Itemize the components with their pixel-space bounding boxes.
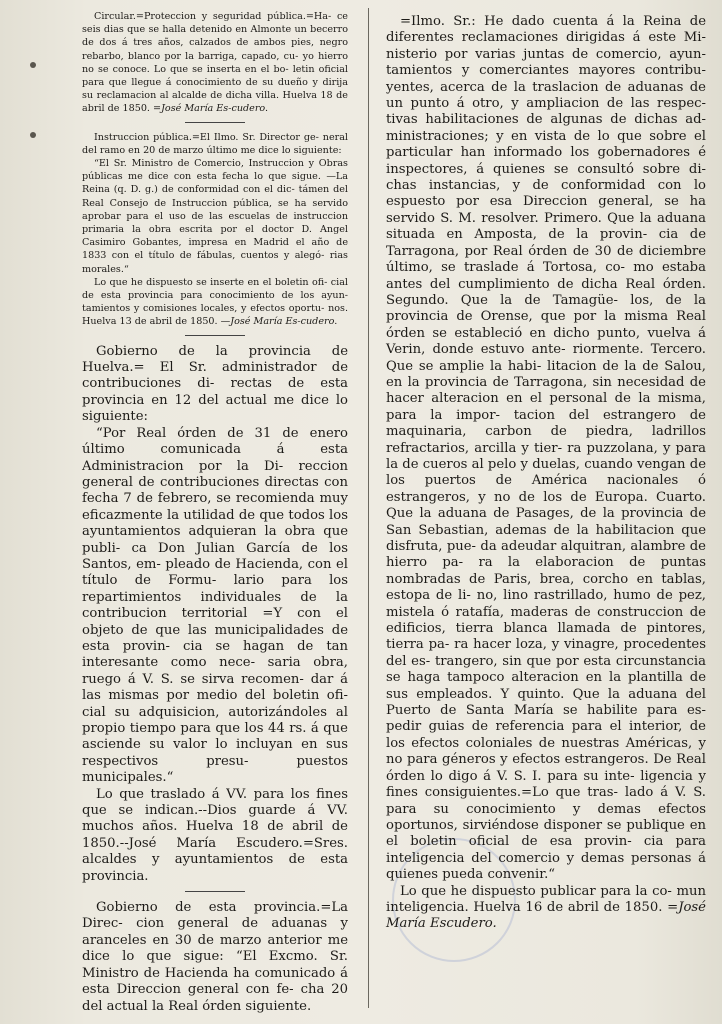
text-line: personas á quienes pueda convenir.“ xyxy=(386,850,706,883)
text-line: =Ilmo. Sr.: He dado cuenta á la Reina de xyxy=(400,14,706,29)
text-line: de piedra, ladrillos refractarios, arcilla y tier- xyxy=(386,424,706,456)
text-line: de que las municipalidades de esta provin- xyxy=(82,622,348,654)
text-line: cia para inteligencia del comercio y demas xyxy=(386,834,706,866)
text-line: tamientos y comisiones locales, y efectos oportu- xyxy=(82,303,329,315)
text-line: cha 20 del actual la Real órden siguiente. xyxy=(82,982,349,1014)
text-line: puestos municipales.“ xyxy=(82,753,348,786)
text-line: valor lo incluyan en sus respectivos presu- xyxy=(82,737,349,769)
gobierno-close xyxy=(82,787,348,885)
text-line: cion general de aduanas y aranceles en 30 xyxy=(82,916,348,948)
text-line: yo hierro no se conoce. Lo que se inserta en el bo- xyxy=(82,50,348,75)
text-line: lado á V. S. para su conocimiento y demas xyxy=(386,785,706,817)
text-line: dice lo siguiente: xyxy=(82,392,348,425)
text-line: espuesto por esa Direccion general, se ha xyxy=(386,194,706,210)
text-line: Lo que he dispuesto publicar para la co- xyxy=(400,883,677,899)
instruccion-quote xyxy=(82,157,348,276)
text-line: Pasages, de la provincia de San Sebastian, xyxy=(386,506,706,538)
text-line: diferentes reclamaciones dirigidas á este Mi- xyxy=(386,30,706,46)
text-line: misma Real órden se estableció en dicho xyxy=(386,309,706,341)
text-line: El Sr. administrador de contribuciones di- xyxy=(82,360,348,392)
text-line: rias morales.“ xyxy=(82,250,348,275)
text-line: saria obra, ruego á V. S. se sirva recomen- xyxy=(82,655,348,687)
signature: —José María Es-cudero. xyxy=(220,316,338,328)
text-line: duelas, cuando vengan de los puertos de xyxy=(386,456,707,489)
text-line: lario para los repartimientos individuales de xyxy=(82,573,348,605)
text-line: ca Don Julian García de los Santos, em- xyxy=(82,540,348,572)
text-line: dueño y dirija su reclamacion al alcalde de dicha xyxy=(82,77,349,102)
text-line: tivas habilitaciones de algunas de dichas ad- xyxy=(386,112,706,128)
text-line: Paris, brea, corcho en tablas, estopa de li- xyxy=(386,571,706,604)
text-line: instruccion primaria la obra escrita por el doctor D. xyxy=(82,210,348,236)
aduanas-text xyxy=(82,900,348,1015)
instruccion-close xyxy=(82,276,348,329)
text-line: un punto á otro, y ampliacion de las respec- xyxy=(386,96,706,112)
text-line: ayuntamientos adquieran la obra que publi- xyxy=(82,524,348,556)
text-line: ra la elaboracion de puntas nombradas de xyxy=(386,555,706,587)
text-line: tierra blanca llamada de pintores, tierra pa- xyxy=(386,621,706,653)
aduanas-notice xyxy=(82,900,348,1015)
text-line: Puerto de Santa María se habilite para es- xyxy=(386,703,706,719)
text-line: tamientos y comerciantes mayores contribu- xyxy=(386,63,706,79)
text-line: ra puzzolana, y para la de cueros al pelo y xyxy=(386,440,706,472)
text-line: “El Excmo. Sr. Ministro de Hacienda ha xyxy=(82,949,348,981)
text-line: Instruccion pública.=El Ilmo. Sr. Director ge- xyxy=(94,131,323,143)
text-line: —La Reina (q. D. g.) de conformidad con el dic- xyxy=(82,171,348,196)
text-line: se indican.--Dios guarde á VV. muchos años. xyxy=(82,803,348,835)
text-line: eficazmente la utilidad de que todos los xyxy=(82,507,348,523)
text-line: publique en el boletin oficial de esa provin- xyxy=(386,817,706,850)
text-line: y no para géneros y efectos estrangeros. De xyxy=(386,735,706,768)
text-line: ademas de la habilitacion que disfruta, pue- xyxy=(386,522,707,554)
text-line: ligencia y fines consiguientes.=Lo que tras- xyxy=(386,768,706,801)
text-line: trangero, sin que por esta circunstancia se xyxy=(386,653,706,686)
text-line: chas instancias, y de conformidad con lo xyxy=(386,178,706,194)
text-line: punto, vuelva á Verin, donde estuvo ante- xyxy=(386,325,707,358)
text-line: litacion de la de Salou, en la provincia de xyxy=(386,358,706,390)
gobierno-huelva-notice xyxy=(82,344,348,885)
text-line: riormente. Tercero. Que se amplie la habi- xyxy=(386,342,706,374)
text-line: los efectos coloniales de nuestras Américas, xyxy=(386,735,699,751)
gobierno-quote xyxy=(82,426,348,787)
text-line: Gobierno de esta provincia.=La Direc- xyxy=(82,900,348,932)
text-line: con fecha 7 de febrero, se recomienda muy xyxy=(82,474,348,507)
text-line: ha servido aprobar para el uso de las escuelas de xyxy=(82,197,348,222)
circular-notice xyxy=(82,10,348,116)
text-line: ra hacer loza, y vinagre, procedentes del es- xyxy=(386,637,707,669)
text-line: mo estaba antes del cumplimiento de dicha xyxy=(386,260,706,292)
text-line: reccion general de contribuciones directas xyxy=(82,458,348,490)
text-line: negro rebarbo, blanco por la barriga, capado, cu- xyxy=(82,37,348,62)
text-line: “Por Real órden de 31 de enero último xyxy=(82,425,348,458)
text-line: siguiente: xyxy=(293,144,342,156)
text-line: efectos oportunos, sirviéndose disponer se xyxy=(386,801,706,833)
text-line: Lo que traslado á VV. para los fines que xyxy=(82,786,348,819)
section-rule xyxy=(185,891,245,892)
text-line: cia se hagan de tan interesante como nece- xyxy=(82,638,348,671)
text-line: Circular.=Proteccion y seguridad pública.=Ha- xyxy=(94,11,337,22)
text-line: tiempo para que los 44 rs. á que asciende su xyxy=(82,721,348,753)
column-divider xyxy=(368,8,369,1008)
text-line: comunicada á esta Administracion por la Di- xyxy=(82,442,348,474)
closing-paragraph xyxy=(386,884,706,933)
text-line: Obras públicas me dice con esta fecha lo que sigue. xyxy=(82,158,348,183)
text-line: aduana situada en Amposta, de la provin- xyxy=(386,210,706,243)
text-line: de marzo anterior me dice lo que sigue: xyxy=(82,932,349,965)
binding-hole-mark xyxy=(30,132,36,138)
left-column xyxy=(82,10,348,1015)
text-line: haga tampoco alteracion en la plantilla de xyxy=(407,670,706,686)
text-line: pedir guias de referencia para el interior, de xyxy=(386,719,706,735)
text-line: tacion del estrangero de maquinaria, carbon xyxy=(386,407,706,440)
instruccion-publica-notice xyxy=(82,131,348,329)
text-line: particular han informado los gobernadores xyxy=(386,145,699,161)
text-line: Real órden. Segundo. Que la de Tamagüe- xyxy=(386,276,706,308)
text-line: en el personal de la misma, para la impor- xyxy=(386,391,706,423)
text-line: é inspectores, á quienes se consultó sobre di- xyxy=(386,145,706,177)
text-line: “El Sr. Ministro de Comercio, Instruccion y xyxy=(94,158,319,170)
text-line: villa. Huelva 18 de abril de 1850. xyxy=(82,90,348,115)
text-line: Escudero.=Sres. alcaldes y ayuntamientos xyxy=(82,835,348,868)
text-line: da adeudar alquitran, alambre de hierro pa- xyxy=(386,539,706,571)
text-line: servido S. M. resolver. Primero. Que la xyxy=(386,210,657,226)
text-line: los, de la provincia de Orense, que por la xyxy=(386,292,707,325)
text-line: Huelva 18 de abril de 1850.--José María xyxy=(82,819,348,851)
right-column xyxy=(386,14,706,933)
text-line: cial su adquisicion, autorizándoles al propio xyxy=(82,704,348,737)
section-rule xyxy=(185,122,245,123)
text-line: cial de esta provincia para conocimiento de los ayun- xyxy=(82,276,348,302)
instruccion-intro xyxy=(82,131,348,157)
text-line: támen del Real Consejo de Instruccion pública, se xyxy=(82,184,348,209)
gobierno-intro xyxy=(82,344,348,426)
text-line: Gobierno de la provincia de Huelva.= xyxy=(82,343,348,376)
text-line: neral del ramo en 20 de marzo último me dice lo xyxy=(82,131,348,156)
circular-text xyxy=(82,10,348,116)
text-line: mun inteligencia. Huelva 16 de abril de xyxy=(386,883,706,915)
text-line: nos. Huelva 13 de abril de 1850. xyxy=(82,303,348,328)
text-line: pleado de Hacienda, con el título de Formu- xyxy=(82,556,348,589)
binding-hole-mark xyxy=(30,62,36,68)
text-line: América nacionales ó estrangeros, y no de xyxy=(386,473,706,505)
text-line: la contribucion territorial =Y con el objeto xyxy=(82,589,348,638)
text-line: rectas de esta provincia en 12 del actual me xyxy=(82,376,348,408)
text-line: ministraciones; y en vista de lo que sobre el xyxy=(386,128,706,144)
text-line: no, lino rastrillado, humo de pez, mistela ó xyxy=(386,588,706,620)
text-line: ce seis dias que se halla detenido en Almonte un xyxy=(82,11,348,36)
text-line: cia de Tarragona, por Real órden de 30 de xyxy=(386,227,706,259)
text-line: Real órden lo digo á V. S. I. para su inte- xyxy=(386,752,706,784)
text-line: Tarragona, sin necesidad de hacer alteracion xyxy=(386,374,706,407)
text-line: los de Europa. Cuarto. Que la aduana de xyxy=(386,489,706,522)
text-line: ratafía, maderas de construccion de edificios, xyxy=(386,604,706,637)
text-line: de esta provincia. xyxy=(82,852,348,884)
text-line: yentes, acerca de la traslacion de aduanas de xyxy=(386,79,706,95)
text-line: 1850. xyxy=(624,899,668,915)
text-line: comunicado á esta Direccion general con fe- xyxy=(82,965,348,998)
text-line: becerro de dos á tres años, calzados de ambos pies, xyxy=(82,24,348,49)
real-orden-aduanas-text xyxy=(386,14,706,884)
signature: =José María Escudero. xyxy=(386,899,706,932)
text-line: sus empleados. Y quinto. Que la aduana del xyxy=(386,686,706,702)
signature: =José María Es-cudero. xyxy=(153,103,269,115)
text-line: de 1833 con el título de fábulas, cuentos y alegó- xyxy=(82,237,348,262)
text-line: Angel Casimiro Gobantes, impresa en Madrid el año xyxy=(82,224,348,249)
text-line: diciembre último, se traslade á Tortosa, co- xyxy=(386,243,706,276)
text-line: Lo que he dispuesto se inserte en el boletin ofi- xyxy=(94,276,331,288)
text-line: letin oficial para que llegue á conocimiento de su xyxy=(82,63,348,89)
section-rule xyxy=(185,335,245,336)
text-line: nisterio por varias juntas de comercio, ayun- xyxy=(386,46,706,62)
text-line: dar á las mismas por medio del boletin ofi- xyxy=(82,671,349,704)
